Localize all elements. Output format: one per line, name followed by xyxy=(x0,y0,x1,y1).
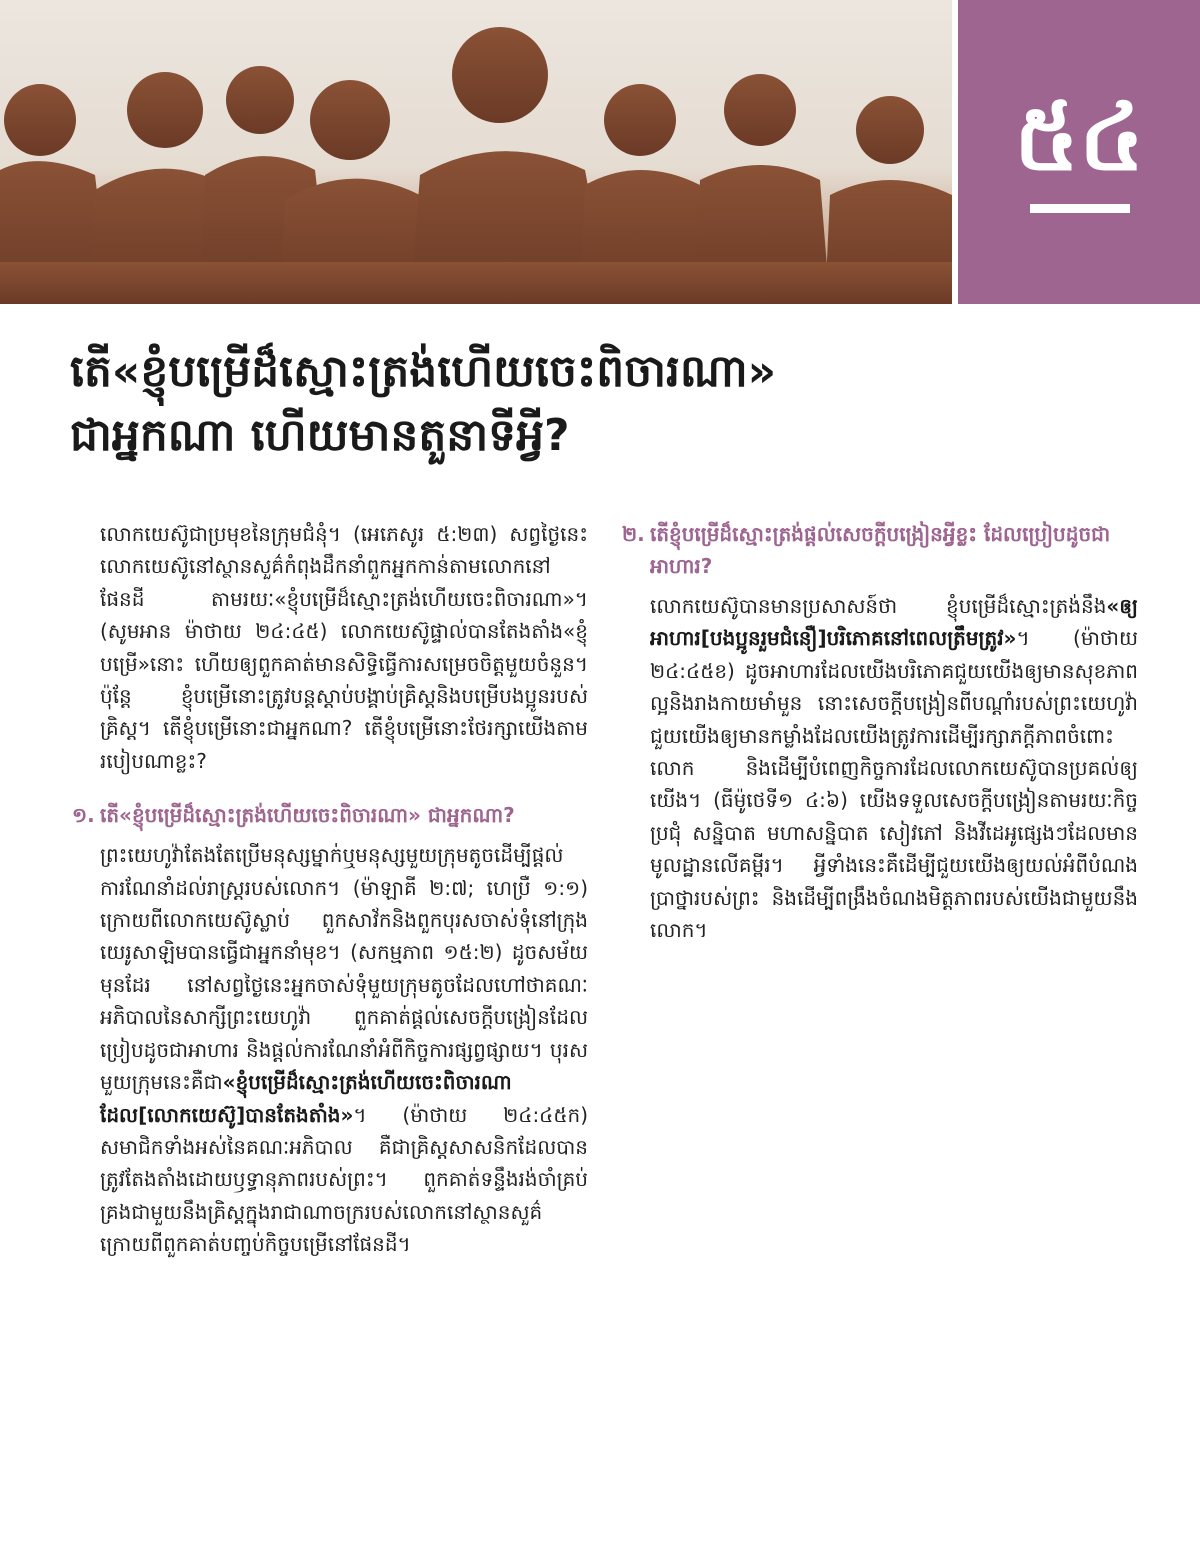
section-1-body: ព្រះយេហូវ៉ាតែងតែប្រើមនុស្សម្នាក់ឬមនុស្សមួយក្រុមតូចដើម្បីផ្ដល់ការណែនាំដល់រាស្ត្ររបស់លោក។ (ម៉ាឡាគី ២:៧; ហេប្រឺ ១:១) ក្រោយពីលោកយេស៊ូស្លាប់ ពួកសាវ័កនិងពួកបុរសចាស់ទុំនៅក្រុងយេរូសាឡិមបានធ្វើជាអ្នកនាំមុខ។ (សកម្មភាព ១៥:២) ដូចសម័យមុនដែរ នៅសព្វថ្ងៃនេះអ្នកចាស់ទុំមួយក្រុមតូចដែលហៅថាគណៈអភិបាលនៃសាក្សីព្រះយេហូវ៉ា ពួកគាត់ផ្ដល់សេចក្ដីបង្រៀនដែលប្រៀបដូចជាអាហារ និងផ្ដល់ការណែនាំអំពីកិច្ចការផ្សព្វផ្សាយ។ បុរសមួយក្រុមនេះគឺជា xyxy=(100,843,588,1095)
section-2-paragraph xyxy=(650,590,1138,946)
section-1-paragraph xyxy=(100,839,588,1260)
section-1-bold-quote: «ខ្ញុំបម្រើដ៏ស្មោះត្រង់ហើយចេះពិចារណា ដែល[លោកយេស៊ូ]បានតែងតាំង» xyxy=(100,1070,512,1127)
section-2-body-before: លោកយេស៊ូបានមានប្រសាសន៍ថា ខ្ញុំបម្រើដ៏ស្មោះត្រង់នឹង xyxy=(650,594,1107,618)
lesson-badge xyxy=(958,0,1200,304)
section-2-bold-quote: «ឲ្យអាហារ[បងប្អូនរួមជំនឿ]បរិភោគនៅពេលត្រឹមត្រូវ» xyxy=(650,594,1138,651)
lesson-number: ៥៤ xyxy=(1013,84,1145,191)
section-2-body: ។ (ម៉ាថាយ ២៤:៤៥ខ) ដូចអាហារដែលយើងបរិភោគជួយយើងឲ្យមានសុខភាពល្អនិងរាងកាយមាំមួន នោះសេចក្ដីបង្រៀនពីបណ្ដាំរបស់ព្រះយេហូវ៉ាជួយយើងឲ្យមានកម្លាំងដែលយើងត្រូវការដើម្បីរក្សាភក្ដីភាពចំពោះលោក និងដើម្បីបំពេញកិច្ចការដែលលោកយេស៊ូបានប្រគល់ឲ្យយើង។ (ធីម៉ូថេទី១ ៤:៦) យើងទទួលសេចក្ដីបង្រៀនតាមរយៈកិច្ចប្រជុំ សន្និបាត មហាសន្និបាត សៀវភៅ និងវីដេអូផ្សេងៗដែលមានមូលដ្ឋានលើគម្ពីរ។ អ្វីទាំងនេះគឺដើម្បីជួយយើងឲ្យយល់អំពីបំណងប្រាថ្នារបស់ព្រះ និងដើម្បីពង្រឹងចំណងមិត្តភាពរបស់យើងជាមួយនឹងលោក។ xyxy=(650,626,1138,943)
title-line-2: ជាអ្នកណា ហើយមានតួនាទីអ្វី? xyxy=(70,410,570,461)
section-2-question-text: តើខ្ញុំបម្រើដ៏ស្មោះត្រង់ផ្ដល់សេចក្ដីបង្រៀនអ្វីខ្លះ ដែលប្រៀបដូចជាអាហារ? xyxy=(650,522,1111,578)
hero-image xyxy=(0,0,952,304)
page-title xyxy=(70,340,1130,468)
title-line-1: តើ«ខ្ញុំបម្រើដ៏ស្មោះត្រង់ហើយចេះពិចារណា» xyxy=(70,346,777,397)
section-2-question xyxy=(622,518,1138,582)
badge-divider xyxy=(1030,204,1130,213)
section-1-question xyxy=(72,799,588,831)
people-meeting-silhouette-icon xyxy=(0,0,952,304)
intro-paragraph: លោកយេស៊ូជាប្រមុខនៃក្រុមជំនុំ។ (អេភេសូរ ៥:២៣) សព្វថ្ងៃនេះ លោកយេស៊ូនៅស្ថានសួគ៌កំពុងដឹកនាំពួកអ្នកកាន់តាមលោកនៅផែនដី តាមរយៈ«ខ្ញុំបម្រើដ៏ស្មោះត្រង់ហើយចេះពិចារណា»។ (សូមអាន ម៉ាថាយ ២៤:៤៥) លោកយេស៊ូផ្ទាល់បានតែងតាំង«ខ្ញុំបម្រើ»នោះ ហើយឲ្យពួកគាត់មានសិទ្ធិធ្វើការសម្រេចចិត្តមួយចំនួន។ ប៉ុន្តែ ខ្ញុំបម្រើនោះត្រូវបន្តស្ដាប់បង្គាប់គ្រិស្តនិងបម្រើបងប្អូនរបស់គ្រិស្ត។ តើខ្ញុំបម្រើនោះជាអ្នកណា? តើខ្ញុំបម្រើនោះថែរក្សាយើងតាមរបៀបណាខ្លះ? xyxy=(100,522,588,773)
section-1-number: ១. xyxy=(72,803,95,828)
section-2-number: ២. xyxy=(622,522,645,546)
right-column xyxy=(622,518,1138,946)
section-1-question-text: តើ«ខ្ញុំបម្រើដ៏ស្មោះត្រង់ហើយចេះពិចារណា» ជាអ្នកណា? xyxy=(100,803,515,828)
left-column xyxy=(72,518,588,1261)
section-1-body-after: ។ (ម៉ាថាយ ២៤:៤៥ក) សមាជិកទាំងអស់នៃគណៈអភិបាល គឺជាគ្រិស្តសាសនិកដែលបានត្រូវតែងតាំងដោយឫទ្ធានុភាពរបស់ព្រះ។ ពួកគាត់ទន្ទឹងរង់ចាំគ្រប់គ្រងជាមួយនឹងគ្រិស្តក្នុងរាជាណាចក្ររបស់លោកនៅស្ថានសួគ៌ ក្រោយពីពួកគាត់បញ្ចប់កិច្ចបម្រើនៅផែនដី។ xyxy=(100,1102,588,1257)
